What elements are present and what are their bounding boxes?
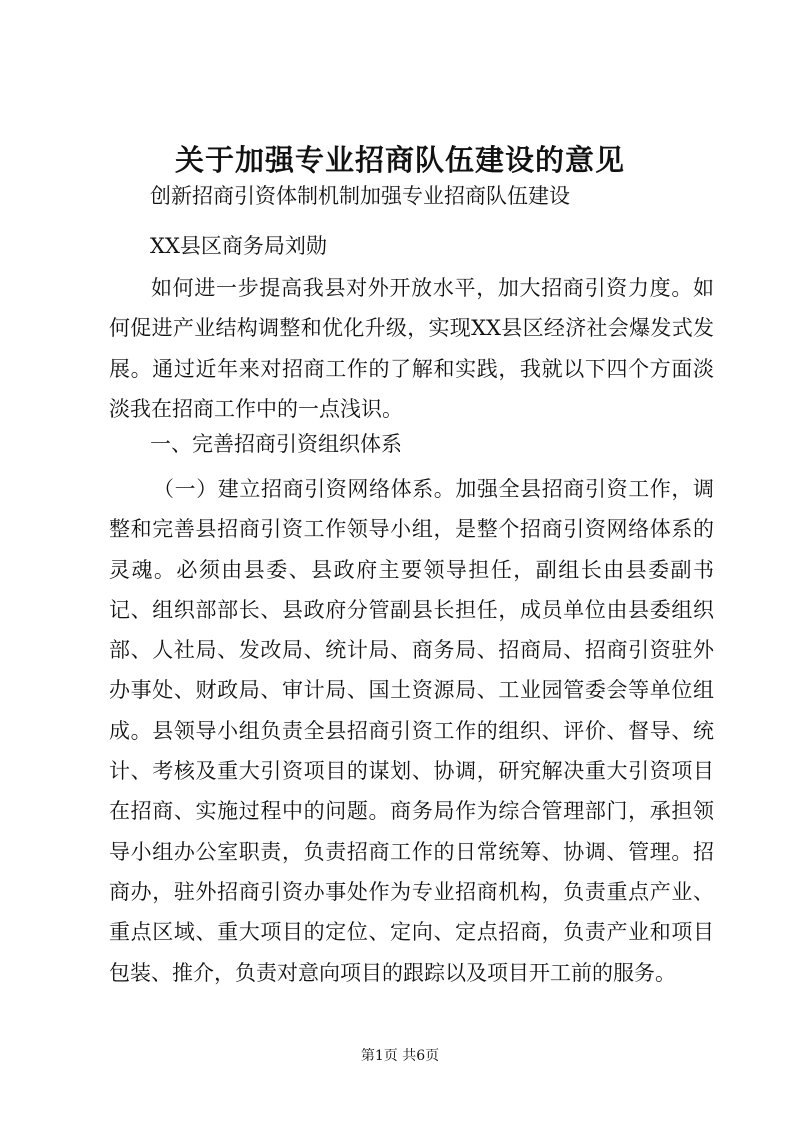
page-footer: 第1页 共6页 bbox=[360, 1048, 440, 1064]
author-line: XX县区商务局刘勋 bbox=[150, 234, 327, 258]
paragraph-intro: 如何进一步提高我县对外开放水平，加大招商引资力度。如何促进产业结构调整和优化升级，实现XX县区经济社会爆发式发展。通过近年来对招商工作的了解和实践，我就以下四个方面淡淡我在招商工作中的一点浅识。 bbox=[109, 276, 714, 421]
section-heading: 一、完善招商引资组织体系 bbox=[150, 432, 402, 456]
document-subtitle: 创新招商引资体制机制加强专业招商队伍建设 bbox=[150, 184, 570, 208]
document-title: 关于加强专业招商队伍建设的意见 bbox=[174, 143, 625, 177]
paragraph-network-system: （一）建立招商引资网络体系。加强全县招商引资工作，调整和完善县招商引资工作领导小组，是整个招商引资网络体系的灵魂。必须由县委、县政府主要领导担任，副组长由县委副书记、组织部部长、县政府分管副县长担任，成员单位由县委组织部、人社局、发改局、统计局、商务局、招商局、招商引资驻外办事处、财政局、审计局、国土资源局、工业园管委会等单位组成。县领导小组负责全县招商引资工作的组织、评价、督导、统计、考核及重大引资项目的谋划、协调，研究解决重大引资项目在招商、实施过程中的问题。商务局作为综合管理部门，承担领导小组办公室职责，负责招商工作的日常统筹、协调、管理。招商办，驻外招商引资办事处作为专业招商机构，负责重点产业、重点区域、重大项目的定位、定向、定点招商，负责产业和项目包装、推介，负责对意向项目的跟踪以及项目开工前的服务。 bbox=[109, 477, 714, 985]
